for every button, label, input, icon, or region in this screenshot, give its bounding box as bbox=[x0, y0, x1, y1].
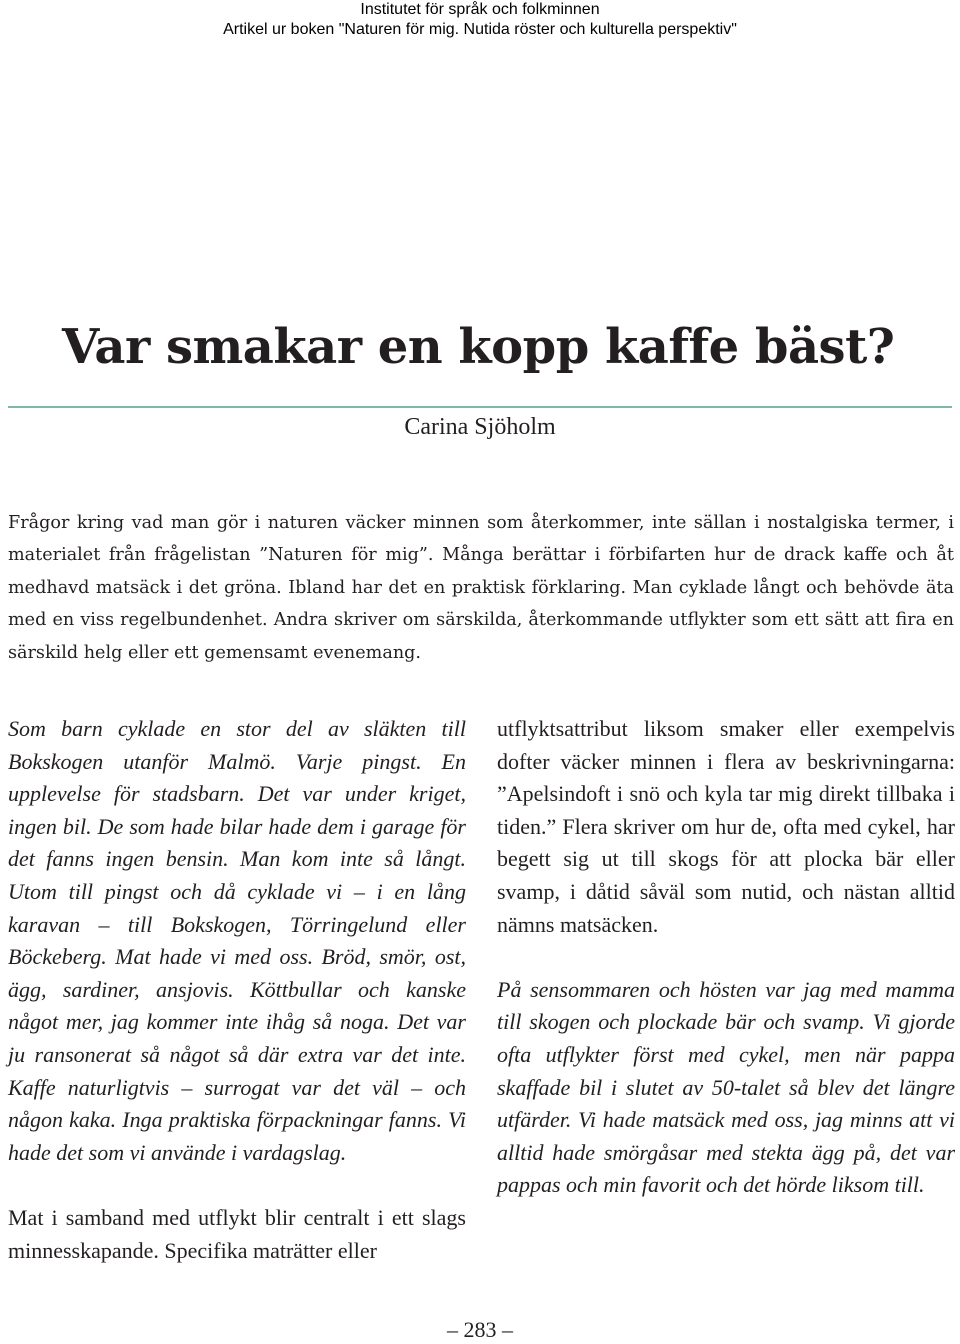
right-column bbox=[497, 713, 955, 1202]
quote-sensommaren: På sensommaren och hösten var jag med mamma till skogen och plockade bär och svamp. Vi gjorde ofta utflykter först med cykel, men när pappa skaffade bil i slutet av 50-talet så blev det längre utfärder. Vi hade matsäck med oss, jag minns att vi alltid hade smörgåsar med stekta ägg på, det var pappas och min favorit och det hörde liksom till. bbox=[497, 976, 955, 1198]
article-title: Var smakar en kopp kaffe bäst? bbox=[62, 319, 895, 375]
source-book: Artikel ur boken "Naturen för mig. Nutida röster och kulturella perspektiv" bbox=[223, 21, 737, 38]
left-column bbox=[8, 713, 466, 1267]
quote-bokskogen: Som barn cyklade en stor del av släkten till Bokskogen utanför Malmö. Varje pingst. En upplevelse för stadsbarn. Det var under kriget, ingen bil. De som hade bilar hade dem i garage för det fanns ingen bensin. Man kom inte så långt. Utom till pingst och då cyklade vi – i en lång karavan – till Bokskogen, Törringelund eller Böckeberg. Mat hade vi med oss. Bröd, smör, ost, ägg, sardiner, ansjovis. Köttbullar och kanske något mer, jag kommer inte ihåg så noga. Det var ju ransonerat så något så där extra var det inte. Kaffe naturligtvis – surrogat var det väl – och någon kaka. Inga praktiska förpackningar fanns. Vi hade det som vi använde i vardagslag. bbox=[8, 716, 466, 1165]
title-divider bbox=[8, 406, 952, 408]
article-author: Carina Sjöholm bbox=[404, 414, 556, 440]
page-number: – 283 – bbox=[447, 1317, 513, 1342]
source-institute: Institutet för språk och folkminnen bbox=[360, 1, 600, 18]
body-paragraph-mat: Mat i samband med utflykt blir centralt i ett slags minnesskapande. Specifika maträtter eller bbox=[8, 1204, 466, 1263]
article-intro: Frågor kring vad man gör i naturen väcker minnen som återkommer, inte sällan i nostalgiska termer, i materialet från frågelistan ”Naturen för mig”. Många berättar i förbifarten hur de drack kaffe och åt medhavd matsäck i det gröna. Ibland har det en praktisk förklaring. Man cyklade långt och behövde äta med en viss regelbundenhet. Andra skriver om särskilda, återkommande utflykter som ett sätt att fira en särskild helg eller ett gemensamt evenemang. bbox=[8, 513, 954, 663]
source-header bbox=[0, 0, 960, 40]
body-paragraph-utflykt: utflyktsattribut liksom smaker eller exempelvis dofter väcker minnen i flera av beskrivningarna: ”Apelsindoft i snö och kyla tar mig direkt tillbaka i tiden.” Flera skriver om hur de, ofta med cykel, har begett sig ut till skogs för att plocka bär eller svamp, i dåtid såväl som nutid, och nästan alltid nämns matsäcken. bbox=[497, 716, 955, 937]
